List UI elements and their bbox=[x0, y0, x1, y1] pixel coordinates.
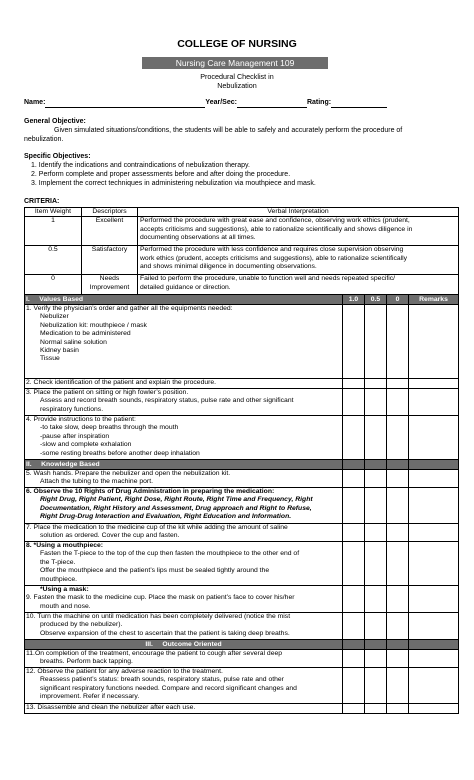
score-cell[interactable] bbox=[387, 305, 409, 379]
descriptor: Satisfactory bbox=[82, 246, 138, 275]
criteria-heading: CRITERIA: bbox=[24, 198, 60, 205]
criteria-header-row bbox=[25, 208, 459, 217]
checklist-row: 2. Check identification of the patient and explain the procedure. bbox=[25, 379, 459, 389]
score-cell[interactable] bbox=[365, 542, 387, 586]
checklist-row: 1. Verify the physician’s order and gather all the equipments needed: Nebulizer Nebulization kit: mouthpiece / mask Medication to be administered Normal saline solution Kidney basin Tissue bbox=[25, 305, 459, 379]
section-label: Outcome Oriented bbox=[162, 641, 222, 648]
remarks-cell[interactable] bbox=[409, 586, 459, 613]
section-label: Knowledge Based bbox=[41, 461, 100, 468]
checklist-row: 10. Turn the machine on until medication has been completely delivered (notice the mist produced by the nebulizer). Observe expansion of the chest to ascertain that the patient is taking deep breaths. bbox=[25, 613, 459, 640]
score-cell[interactable] bbox=[365, 650, 387, 668]
score-header: 0.5 bbox=[365, 295, 387, 305]
remarks-cell[interactable] bbox=[409, 542, 459, 586]
year-label: Year/Sec: bbox=[205, 99, 237, 106]
remarks-cell[interactable] bbox=[409, 416, 459, 460]
score-cell[interactable] bbox=[343, 524, 365, 542]
score-cell[interactable] bbox=[387, 704, 409, 714]
verbal-interpretation: Performed the procedure with great ease and confidence, observing work ethics (prudent, accepts criticisms and suggestions), able to rationalize scientifically and shows diligence in documenting observations at all times. bbox=[138, 217, 459, 246]
section-number: II. bbox=[26, 461, 32, 468]
remarks-cell[interactable] bbox=[409, 524, 459, 542]
score-cell[interactable] bbox=[365, 704, 387, 714]
score-cell[interactable] bbox=[365, 586, 387, 613]
score-cell[interactable] bbox=[343, 704, 365, 714]
checklist-row: 13. Disassemble and clean the nebulizer after each use. bbox=[25, 704, 459, 714]
checklist-row: 12. Observe the patient for any adverse reaction to the treatment. Reassess patient’s status: breath sounds, respiratory status, pulse rate and other significant respiratory functions needed. Compare and record significant changes and improvement. Refer if necessary. bbox=[25, 668, 459, 704]
general-objective-text-cont: nebulization. bbox=[24, 136, 64, 143]
remarks-cell[interactable] bbox=[409, 704, 459, 714]
criteria-row bbox=[25, 275, 459, 295]
score-cell[interactable] bbox=[343, 416, 365, 460]
score-cell[interactable] bbox=[387, 650, 409, 668]
remarks-header: Remarks bbox=[409, 295, 459, 305]
name-label: Name: bbox=[24, 99, 46, 106]
score-cell[interactable] bbox=[365, 416, 387, 460]
general-objective-heading: General Objective: bbox=[24, 118, 86, 125]
descriptor: Excellent bbox=[82, 217, 138, 246]
criteria-table bbox=[24, 207, 459, 295]
score-cell[interactable] bbox=[343, 470, 365, 488]
score-cell[interactable] bbox=[387, 488, 409, 524]
score-cell[interactable] bbox=[365, 305, 387, 379]
score-cell[interactable] bbox=[387, 389, 409, 416]
course-banner: Nursing Care Management 109 bbox=[142, 57, 328, 69]
item-weight: 1 bbox=[25, 217, 82, 246]
section-label: Values Based bbox=[39, 296, 84, 303]
column-header: Descriptors bbox=[82, 208, 138, 217]
score-cell[interactable] bbox=[343, 379, 365, 389]
name-field[interactable] bbox=[24, 99, 387, 108]
specific-objective: 3. Implement the correct techniques in administering nebulization via mouthpiece and mask. bbox=[31, 180, 316, 187]
score-cell[interactable] bbox=[343, 542, 365, 586]
score-cell[interactable] bbox=[343, 586, 365, 613]
section-header-knowledge bbox=[25, 460, 459, 470]
specific-objective: 1. Identify the indications and contraindications of nebulization therapy. bbox=[31, 162, 250, 169]
item-weight: 0.5 bbox=[25, 246, 82, 275]
score-cell[interactable] bbox=[365, 470, 387, 488]
procedure-title: Nebulization bbox=[217, 81, 257, 90]
score-cell[interactable] bbox=[365, 668, 387, 704]
section-header-outcome bbox=[25, 640, 459, 650]
remarks-cell[interactable] bbox=[409, 305, 459, 379]
score-cell[interactable] bbox=[343, 668, 365, 704]
score-cell[interactable] bbox=[365, 379, 387, 389]
section-number: III. bbox=[145, 641, 153, 648]
specific-objectives-heading: Specific Objectives: bbox=[24, 153, 91, 160]
score-cell[interactable] bbox=[387, 586, 409, 613]
remarks-cell[interactable] bbox=[409, 613, 459, 640]
checklist-row: 4. Provide instructions to the patient: -to take slow, deep breaths through the mouth -pause after inspiration -slow and complete exhalation -some resting breaths before another deep inhalation bbox=[25, 416, 459, 460]
verbal-interpretation: Failed to perform the procedure, unable to function well and needs repeated specific/ detailed guidance or direction. bbox=[138, 275, 459, 295]
procedure-checklist-table bbox=[24, 294, 459, 714]
general-objective-text: Given simulated situations/conditions, the students will be able to safely and accurately perform the procedure of bbox=[54, 127, 403, 134]
remarks-cell[interactable] bbox=[409, 650, 459, 668]
score-cell[interactable] bbox=[343, 488, 365, 524]
score-header: 1.0 bbox=[343, 295, 365, 305]
verbal-interpretation: Performed the procedure with less confidence and requires close supervision observing work ethics (prudent, accepts criticisms and suggestions), able to rationalize scientifically and shows minimal diligence in documenting observations. bbox=[138, 246, 459, 275]
remarks-cell[interactable] bbox=[409, 488, 459, 524]
remarks-cell[interactable] bbox=[409, 668, 459, 704]
remarks-cell[interactable] bbox=[409, 470, 459, 488]
score-cell[interactable] bbox=[387, 416, 409, 460]
remarks-cell[interactable] bbox=[409, 379, 459, 389]
column-header: Item Weight bbox=[25, 208, 82, 217]
score-cell[interactable] bbox=[343, 305, 365, 379]
score-cell[interactable] bbox=[365, 613, 387, 640]
remarks-cell[interactable] bbox=[409, 389, 459, 416]
checklist-row: 8. *Using a mouthpiece: Fasten the T-piece to the top of the cup then fasten the mouthpiece to the other end of the T-piece. Offer the mouthpiece and the patient’s lips must be sealed tightly around the mouthpiece. bbox=[25, 542, 459, 586]
score-cell[interactable] bbox=[387, 379, 409, 389]
score-cell[interactable] bbox=[387, 470, 409, 488]
criteria-row bbox=[25, 217, 459, 246]
specific-objective: 2. Perform complete and proper assessments before and after doing the procedure. bbox=[31, 171, 291, 178]
score-cell[interactable] bbox=[387, 524, 409, 542]
checklist-title: Procedural Checklist in bbox=[200, 72, 274, 81]
score-cell[interactable] bbox=[365, 524, 387, 542]
section-header-values bbox=[25, 295, 459, 305]
checklist-row: 11.On completion of the treatment, encourage the patient to cough after several deep breaths. Perform back tapping. bbox=[25, 650, 459, 668]
score-cell[interactable] bbox=[343, 650, 365, 668]
score-cell[interactable] bbox=[387, 542, 409, 586]
column-header: Verbal Interpretation bbox=[138, 208, 459, 217]
checklist-row: 3. Place the patient on sitting or high fowler’s position. Assess and record breath sounds, respiratory status, pulse rate and other significant respiratory functions. bbox=[25, 389, 459, 416]
score-cell[interactable] bbox=[387, 668, 409, 704]
checklist-row: 6. Observe the 10 Rights of Drug Administration in preparing the medication: Right Drug, Right Patient, Right Dose, Right Route, Right Time and Frequency, Right Documentation, Right History and Assessment, Drug approach and Right to Refuse, Right Drug-Drug Interaction and Evaluation, Right Education and Information. bbox=[25, 488, 459, 524]
descriptor: Needs Improvement bbox=[82, 275, 138, 295]
rating-label: Rating: bbox=[306, 99, 332, 106]
checklist-row: 5. Wash hands. Prepare the nebulizer and open the nebulization kit. Attach the tubing to the machine port. bbox=[25, 470, 459, 488]
item-weight: 0 bbox=[25, 275, 82, 295]
score-header: 0 bbox=[387, 295, 409, 305]
score-cell[interactable] bbox=[387, 613, 409, 640]
college-title: COLLEGE OF NURSING bbox=[177, 38, 297, 50]
criteria-row bbox=[25, 246, 459, 275]
score-cell[interactable] bbox=[343, 613, 365, 640]
checklist-row: *Using a mask: 9. Fasten the mask to the medicine cup. Place the mask on patient’s face to cover his/her mouth and nose. bbox=[25, 586, 459, 613]
score-cell[interactable] bbox=[365, 389, 387, 416]
score-cell[interactable] bbox=[343, 389, 365, 416]
score-cell[interactable] bbox=[365, 488, 387, 524]
checklist-row: 7. Place the medication to the medicine cup of the kit while adding the amount of saline solution as ordered. Cover the cup and fasten. bbox=[25, 524, 459, 542]
section-number: I. bbox=[26, 296, 30, 303]
